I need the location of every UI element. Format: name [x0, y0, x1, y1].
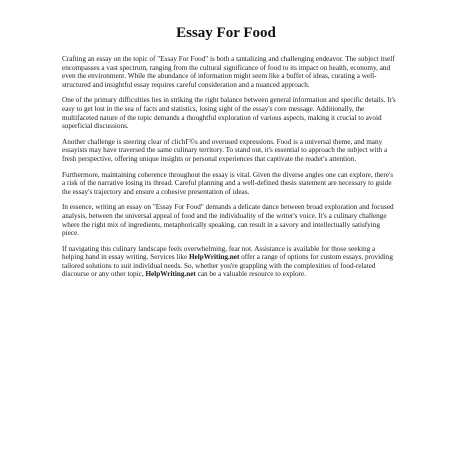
closing-text-2: offer a range of options for custom essays, providing tailored solutions to suit individual needs. So, whether you're grappling with the complexities of food-related discourse or any other topic, [62, 253, 393, 279]
closing-text-1: If navigating this culinary landscape feels overwhelming, fear not. Assistance is available for those seeking a helping hand in essay writing. Services like [62, 244, 376, 262]
closing-text-3: can be a valuable resource to explore. [195, 270, 306, 279]
page-title: Essay For Food [176, 25, 276, 41]
helpwriting-link-2[interactable]: HelpWriting.net [145, 270, 196, 279]
paragraph-closing [62, 245, 396, 279]
paragraph-balance: One of the primary difficulties lies in striking the right balance between general information and specific details. It's easy to get lost in the sea of facts and statistics, losing sight of the essay's core message. Additionally, the multifaceted nature of the topic demands a thoughtful exploration of various aspects, making it crucial to avoid superficial discussions. [62, 96, 396, 131]
paragraph-intro: Crafting an essay on the topic of "Essay For Food" is both a tantalizing and challenging endeavor. The subject itself encompasses a vast spectrum, ranging from the cultural significance of food to its impact on health, economy, and even the environment. While the abundance of information might seem like a buffet of ideas, curating a well-structured and insightful essay requires careful consideration and a nuanced approach. [62, 55, 395, 89]
paragraph-cliches: Another challenge is steering clear of clichГ©s and overused expressions. Food is a universal theme, and many essayists may have traversed the same culinary territory. To stand out, it's essential to approach the subject with a fresh perspective, offering unique insights or personal experiences that captivate the reader's attention. [62, 137, 388, 163]
paragraph-coherence: Furthermore, maintaining coherence throughout the essay is vital. Given the diverse angles one can explore, there's a risk of the narrative losing its thread. Careful planning and a well-defined thesis statement are necessary to guide the essay's trajectory and ensure a cohesive presentation of ideas. [62, 170, 394, 196]
essay-body [62, 55, 396, 279]
paragraph-essence: In essence, writing an essay on "Essay For Food" demands a delicate dance between broad exploration and focused analysis, between the universal appeal of food and the individuality of the writer's voice. It's a culinary challenge where the right mix of ingredients, metaphorically speaking, can result in a savory and intellectually satisfying piece. [62, 203, 394, 238]
helpwriting-link[interactable]: HelpWriting.net [188, 253, 240, 262]
